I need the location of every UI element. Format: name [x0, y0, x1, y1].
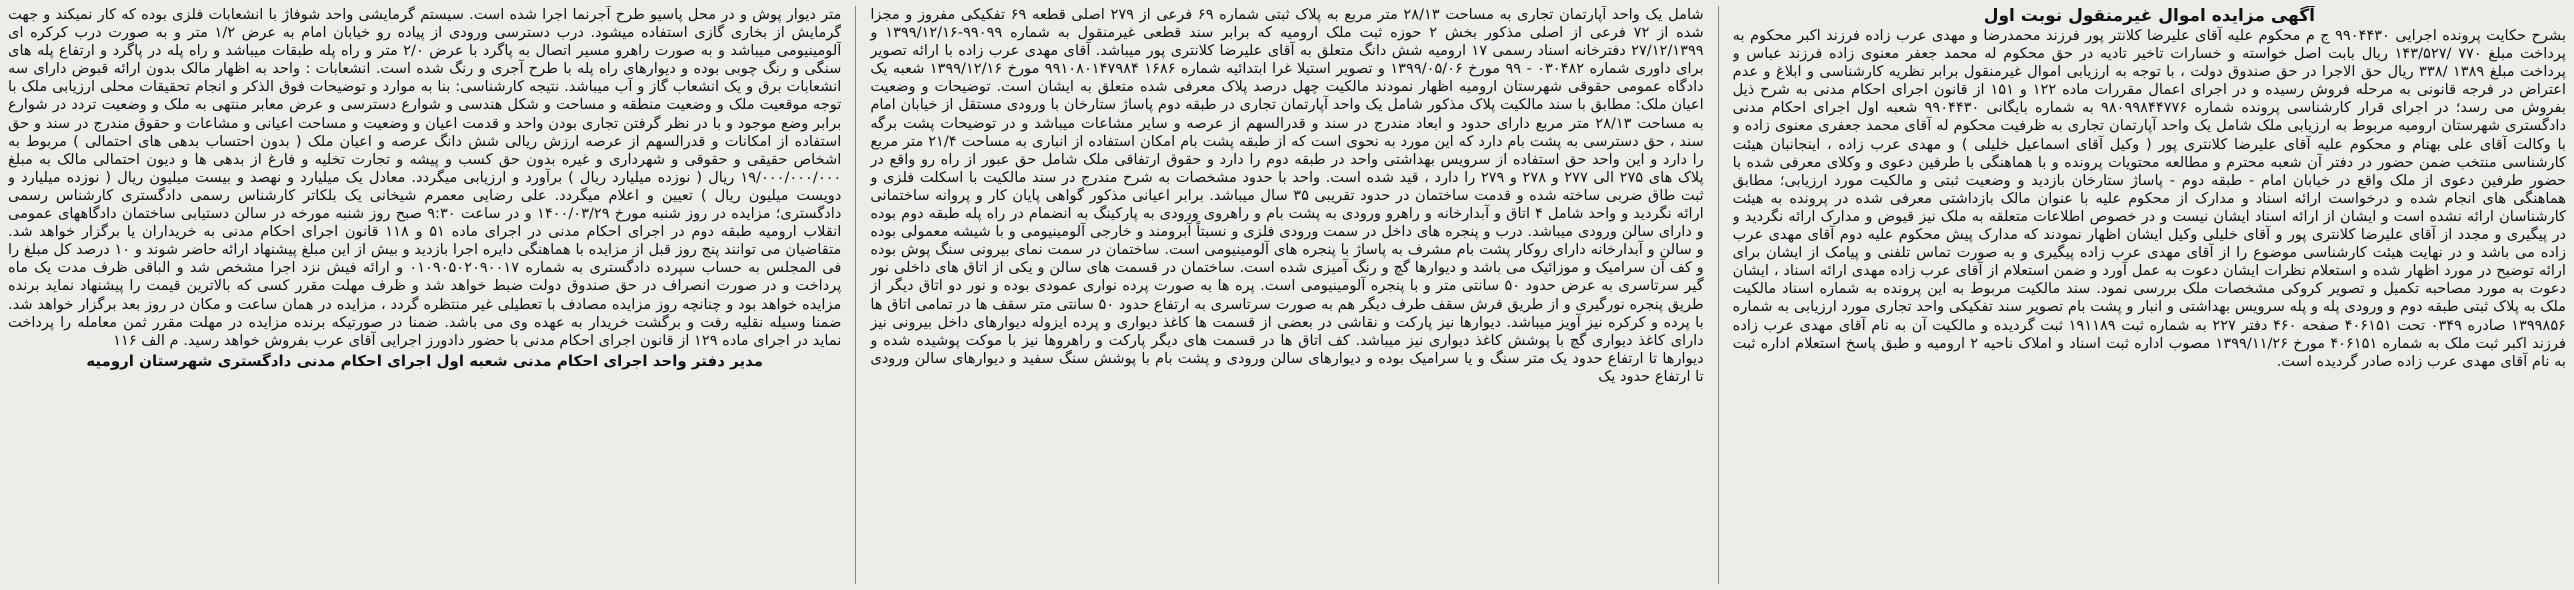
text-columns	[8, 6, 2566, 584]
notice-title: آگهی مزایده اموال غیرمنقول نوبت اول	[1983, 6, 2315, 26]
column-middle	[870, 6, 1703, 584]
column-left-body: متر دیوار پوش و در محل پاسیو طرح آجرنما اجرا شده است. سیستم گرمایشی واحد شوفاژ با انشعابات فلزی بوده که کار نمیکند و جهت گرمایش از بخاری گازی استفاده میشود. درب دسترسی ورودی از پیاده رو خیابان امام به عرض ۱/۲ متر و به صورت درب کرکره ای آلومینیومی میباشد و به صورت راهرو مسیر اتصال به پاگرد با عرض ۲/۰ متر و راه پله طبقات میباشد و راه پله در پاگرد و ارتفاع پله های سنگی و رنگ چوبی بوده و دیوارهای راه پله با طرح آجری و رنگ شده است. انشعابات : واحد به اظهار مالک بدون ارائه قبوض دارای سه انشعابات برق و یک انشعاب گاز و آب میباشد. نتیجه کارشناسی: بنا به موارد و توضیحات فوق الذکر و انجام تحقیقات محلی ارزیابی ملک با توجه موقعیت ملک و وضعیت منطقه و مساحت و شکل هندسی و شوارع دسترسی و عرض معابر منتهی به ملک و وضعیت تردد در شوارع برابر وضع موجود و با در نظر گرفتن تجاری بودن واحد و قدمت اعیان و وضعیت و مساحت اعیانی و مشاعات و حقوق مندرج در سند و حق استفاده از امکانات و قدرالسهم از عرصه ارزش ریالی شش دانگ عرصه و اعیان ملک ( بدون احتساب بدهی های احتمالی ) مربوط به اشخاص حقیقی و حقوقی و شهرداری و غیره بدون حق کسب و پیشه و تجارت تخلیه و فارغ از بدهی ها و دیون احتمالی مالک به مبلغ ۱۹/۰۰۰/۰۰۰/۰۰۰ ریال ( نوزده میلیارد ریال ) برآورد و ارزیابی میگردد. معادل یک میلیارد و نهصد و بیست میلیون ریال ( نوزده میلیارد و دویست میلیون ریال ) تعیین و اعلام میگردد. علی رضایی معمرم شیخانی یک بلکاتر کارشناس رسمی دادگستری کارشناس رسمی دادگستری؛ مزایده در روز شنبه مورخ ۱۴۰۰/۰۳/۲۹ و در ساعت ۹:۳۰ صبح روز شنبه مورخه در سالن دستیابی ساختمان دادگاههای عمومی انقلاب ارومیه طبقه دوم در اجرای احکام مدنی در اجرای ماده ۵۱ و ۱۱۸ قانون اجرای احکام مدنی به خریداران یا برگزار خواهد شد. متقاضیان می توانند پنج روز قبل از مزایده با هماهنگی دایره اجرا بازدید و بیش از این مبلغ پیشنهاد ارائه حاضر شوند و ۱۰ درصد کل مبلغ را فی المجلس به حساب سپرده دادگستری به شماره ۰۱۰۹۰۵۰۲۰۹۰۰۱۷ و ارائه فیش نزد اجرا مشخص شد و الباقی ظرف مدت یک ماه پرداخت و در صورت انصراف در حق صندوق دولت ضبط خواهد شد و ظرف مهلت مقرر کسی که بالاترین قیمت را پیشنهاد نماید برنده مزایده خواهد بود و چنانچه روز مزایده مصادف با تعطیلی غیر منتظره گردد ، مزایده در همان ساعت و مکان در روز بعد برگزار خواهد شد. ضمنا وسیله نقلیه رفت و برگشت خریدار به عهده وی می باشد. ضمنا در صورتیکه برنده مزایده در مهلت مقرر ثمن معامله را پرداخت نماید در اجرای ماده ۱۲۹ از قانون اجرای احکام مدنی با حضور دادورز اجرایی آقای عرب بفروش خواهد رسید. م الف ۱۱۶	[8, 6, 842, 349]
column-middle-body: شامل یک واحد آپارتمان تجاری به مساحت ۲۸/۱۳ متر مربع به پلاک ثبتی شماره ۶۹ فرعی از ۲۷۹ اصلی قطعه ۶۹ تفکیکی مفروز و مجزا شده از ۷۲ فرعی از اصلی مذکور بخش ۲ حوزه ثبت ملک ارومیه که برابر سند قطعی غیرمنقول به شماره ۹۹۰۹۹-۱۳۹۹/۱۲/۱۶ و ۲۷/۱۲/۱۳۹۹ دفترخانه اسناد رسمی ۱۷ ارومیه شش دانگ متعلق به آقای علیرضا کلانتری پور میباشد. آقای مهدی عرب زاده با ارائه تصویر برای داوری شماره ۰۳۰۴۸۲ - ۹۹ مورخ ۱۳۹۹/۰۵/۰۶ و تصویر استیلا غرا ابتدائیه شماره ۱۶۸۶ ۹۹۱۰۸۰۱۴۷۹۸۴ مورخ ۱۳۹۹/۱۲/۱۶ شعبه یک دادگاه عمومی حقوقی شهرستان ارومیه اظهار نمودند مالکیت چهل درصد پلاک معرفی شده متعلق به ایشان است. توضیحات و وضعیت اعیان ملک: مطابق با سند مالکیت پلاک مذکور شامل یک واحد آپارتمان تجاری در طبقه دوم پاساژ ستارخان با ورودی مستقل از خیابان امام به مساحت ۲۸/۱۳ متر مربع دارای حدود و ابعاد مندرج در سند و قدرالسهم از عرصه و سایر مشاعات میباشد و در توضیحات پشت برگه سند ، حق دسترسی به پشت بام دارد که این مورد به نحوی است که از طبقه پشت بام امکان استفاده از انباری به مساحت ۲۱/۴ متر مربع را دارد و این واحد حق استفاده از سرویس بهداشتی واحد در طبقه دوم را دارد و حقوق ارتفاقی ملک شامل حق عبور از راه رو واقع در پلاک های ۲۷۵ الی ۲۷۷ و ۲۷۸ و ۲۷۹ را دارد ، قید شده است. واحد با حدود مشخصات به شرح مندرج در سند مالکیت با اسکلت فلزی و ثبت طاق ضربی ساخته شده و قدمت ساختمان در حدود تقریبی ۳۵ سال میباشد. برابر اعیانی مذکور گواهی پایان کار و پروانه ساختمانی ارائه نگردید و واحد شامل ۴ اتاق و آبدارخانه و راهرو ورودی به پشت بام و راهروی ورودی به پارکینگ به انضمام در راه پله طبقه دوم بوده و دارای سالن ورودی میباشد. درب و پنجره های داخل در سمت ورودی فلزی و نسبتاً آبرومند و خارجی آلومینیومی و با شیشه معمولی بوده و سالن و آبدارخانه دارای روکار پشت بام مشرف به پاساژ با پنجره های آلومینیومی است. ساختمان در سمت نمای بیرونی سنگ پوش بوده و کف آن سرامیک و موزائیک می باشد و دیوارها گچ و رنگ آمیزی شده است. ساختمان در قسمت های سالن و یکی از اتاق های داخلی نور گیر سرتاسری به عرض حدود ۵۰ سانتی متر و با پنجره آلومینیومی است. پره ها به صورت پرده نواری عمودی بوده و نور دو اتاق دیگر از طریق پنجره نورگیری و از طریق فرش سقف طرف دیگر هم به صورت سرتاسری به ارتفاع حدود ۵۰ سانتی متر سقف ها در تمامی اتاق ها با پرده و کرکره نیز آویز میباشد. دیوارها نیز پارکت و نقاشی در بعضی از قسمت ها کاغذ دیواری و پرده ایزوله دیوارهای داخل بیرونی نیز دارای کاغذ دیواری گچ با پوشش کاغذ دیواری نیز میباشد. کف اتاق ها در قسمت های دیگر پارکت و راهروها نیز با موکت پوشیده شده و دیوارها تا ارتفاع حدود یک متر سنگ و یا سرامیک بوده و دیوارهای سالن ورودی و پشت بام با پوشش سنگ سفید و دیوارهای سالن ورودی تا ارتفاع حدود یک	[870, 6, 1704, 385]
column-divider	[1718, 6, 1719, 584]
column-left	[8, 6, 841, 584]
signature-line: مدیر دفتر واحد اجرای احکام مدنی شعبه اول اجرای احکام مدنی دادگستری شهرستان ارومیه	[86, 351, 764, 370]
column-right	[1733, 6, 2566, 584]
column-right-body: بشرح حکایت پرونده اجرایی ۹۹۰۴۴۳۰ ج م محکوم علیه آقای علیرضا کلانتر پور فرزند محمدرضا و مهدی عرب زاده فرزند اکبر محکوم به پرداخت مبلغ ۷۷۰ /۱۴۳/۵۲۷ ریال بابت اصل خواسته و خسارات تاخیر تادیه در حق محکوم له محمد جعفر معنوی زاده فرزند عباس و پرداخت مبلغ ۱۳۸۹ /۳۳۸ ریال حق الاجرا در حق صندوق دولت ، با توجه به ارزیابی اموال غیرمنقول برابر نظریه کارشناسی و ابلاغ و عدم اعتراض در فرجه قانونی به مرحله فروش رسیده و در اجرای اعمال مقررات ماده ۱۲۲ و ۱۵۱ از قانون اجرای احکام مدنی به شرح ذیل بفروش می رسد؛ در اجرای قرار کارشناسی پرونده شماره ۹۸۰۹۹۸۴۴۷۷۶ به شماره بایگانی ۹۹۰۴۴۳۰ شعبه اول اجرای احکام مدنی دادگستری شهرستان ارومیه مربوط به ارزیابی ملک شامل یک واحد آپارتمان تجاری به ظرفیت محکوم له آقای محمد جعفری معنوی زاده و با وکالت آقای علی بهنام و محکوم علیه آقای علیرضا کلانتری پور ( وکیل آقای اسماعیل خلیلی ) و مهدی عرب زاده ، اینجانبان هیئت کارشناسی منتخب ضمن حضور در دفتر آن شعبه محترم و مطالعه محتویات پرونده و با هماهنگی با طرفین دعوی و وکلای معرفی شده با حضور طرفین دعوی از ملک واقع در خیابان امام - طبقه دوم - پاساژ ستارخان بازدید و وضعیت ثبتی و مالکیت مورد ارزیابی؛ مطابق هماهنگی های انجام شده و درخواست ارائه اسناد و مدارک از محکوم علیه با عنوان مالک بازداشتی معرفی شده در پرونده به هیئت کارشناسان ارائه نشده است و ایشان از ارائه اسناد ایشان نیست و در خصوص اطلاعات متعلقه به ملک نیز قیوض و مدارک ارائه نگردید و در پیگیری و مجدد از آقای علیرضا کلانتری پور و آقای خلیلی وکیل ایشان اظهار نمودند که مدارک پیش محکوم علیه دوم آقای مهدی عرب زاده می باشد و در نهایت هیئت کارشناسی موضوع را از آقای مهدی عرب زاده پیگیری و به صورت تماس تلفنی و پیامک از ایشان برای ارائه توضیح در مورد اظهار شده و استعلام نظرات ایشان دعوت به عمل آورد و ضمن استعلام از آقای عرب زاده مهدی ارائه اسناد ، ایشان دعوت به مورد مصاحبه تکمیل و تصویر کروکی مشخصات ملک بررسی نمود. سند مالکیت مربوط به این پرونده به شماره اسناد مالکیت ملک به پلاک ثبتی طبقه دوم و ورودی پله و پله سرویس بهداشتی و انبار و پشت بام تصویر سند تفکیکی واحد تجاری مورد ارزیابی به شماره ۱۳۹۹۸۵۶ صادره ۰۳۴۹ تحت ۴۰۶۱۵۱ صفحه ۴۶۰ دفتر ۲۲۷ به شماره ثبت ۱۹۱۱۸۹ ثبت گردیده و مالکیت آن به نام آقای مهدی عرب زاده فرزند اکبر ثبت ملک به شماره ۴۰۶۱۵۱ مورخ ۱۳۹۹/۱۱/۲۶ مصوب اداره ثبت اسناد و املاک ناحیه ۲ ارومیه و طبق پاسخ استعلام اداره ثبت به نام آقای مهدی عرب زاده صادر گردیده است.	[1732, 27, 2566, 370]
column-divider	[855, 6, 856, 584]
